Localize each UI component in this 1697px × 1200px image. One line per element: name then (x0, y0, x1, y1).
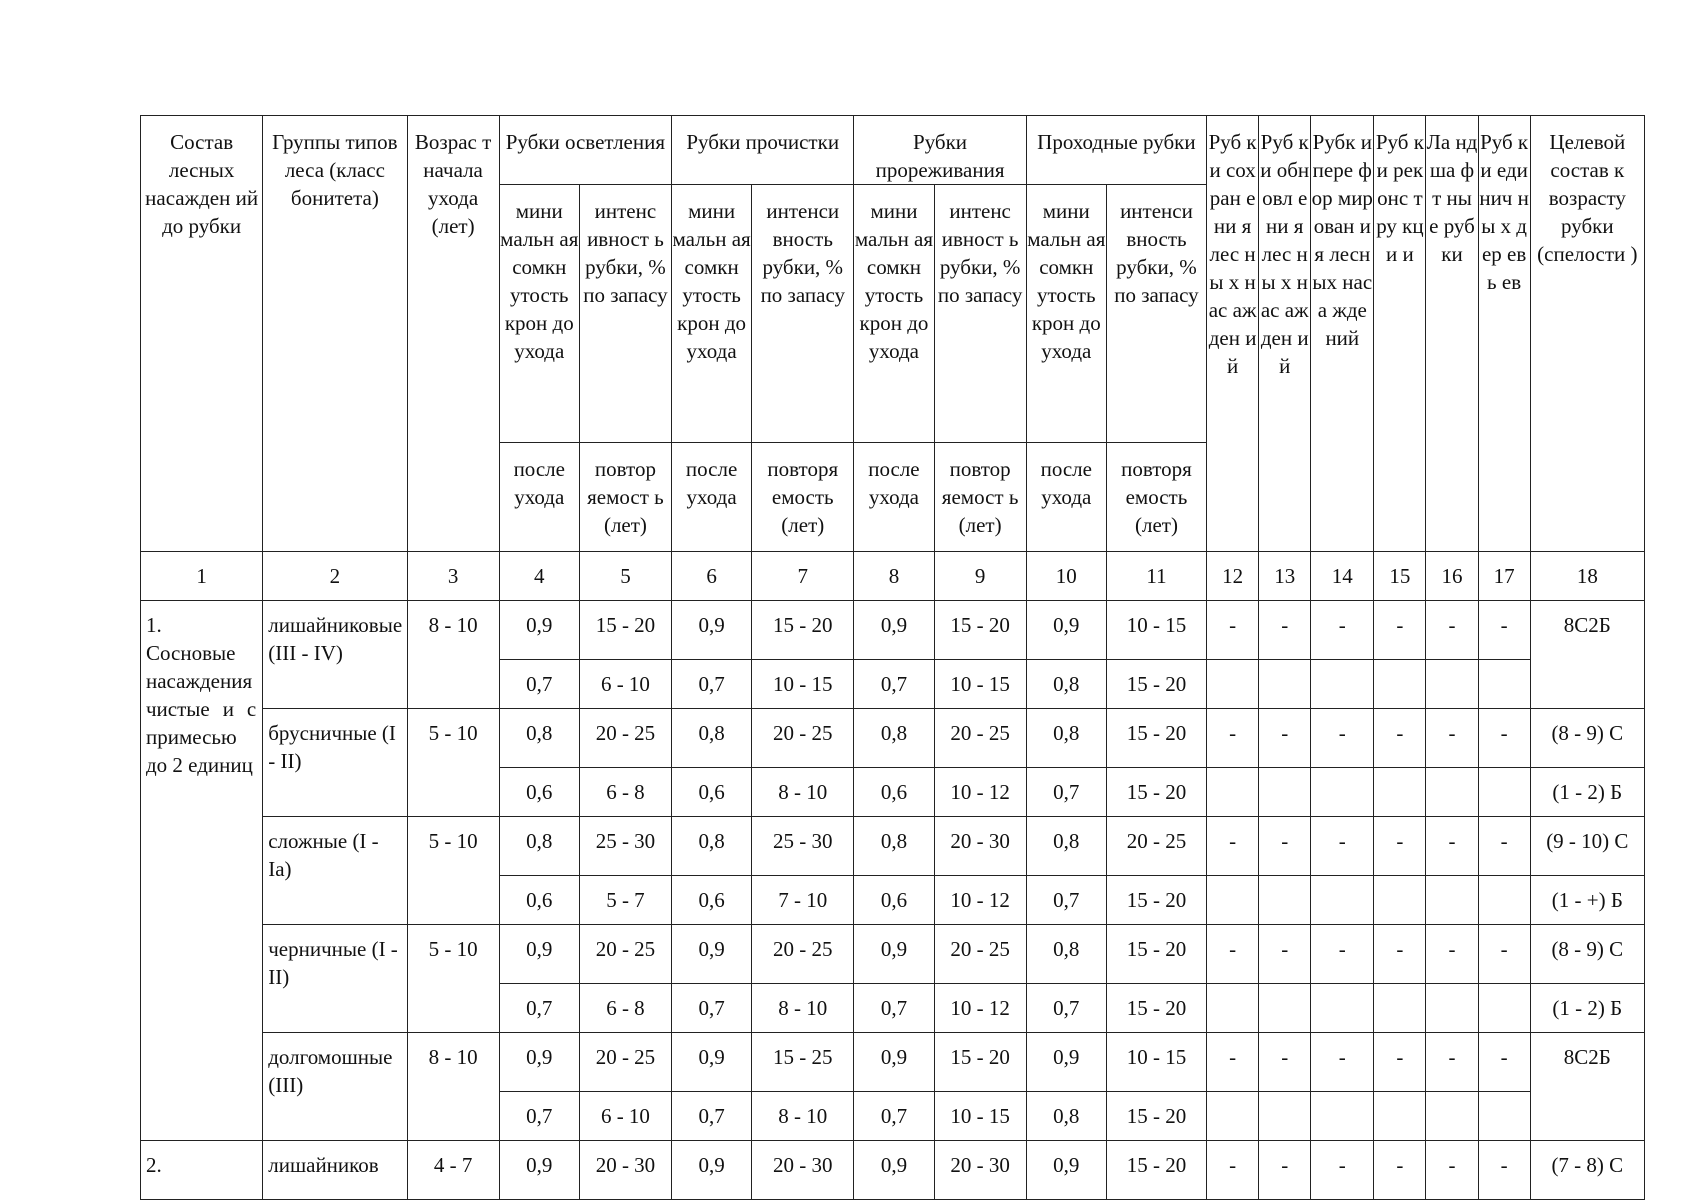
value-cell: 15 - 20 (1106, 925, 1206, 984)
value-cell: 6 - 8 (579, 984, 671, 1033)
value-cell: 0,9 (1026, 601, 1106, 660)
dash-cell: - (1311, 1141, 1374, 1200)
column-number: 12 (1207, 552, 1259, 601)
dash-cell: - (1207, 709, 1259, 768)
header-landscape-cuts: Ла нд ша фт ны е руб ки (1426, 116, 1478, 552)
value-cell: 0,9 (1026, 1033, 1106, 1092)
column-number: 15 (1374, 552, 1426, 601)
dash-cell: - (1207, 817, 1259, 876)
dash-cell: - (1426, 601, 1478, 660)
value-cell: 10 - 12 (934, 768, 1026, 817)
empty-cell (1311, 660, 1374, 709)
value-cell: 0,6 (672, 876, 752, 925)
value-cell: 25 - 30 (752, 817, 854, 876)
table-row (141, 1033, 1645, 1092)
dash-cell: - (1207, 601, 1259, 660)
value-cell: 0,8 (1026, 925, 1106, 984)
dash-cell: - (1478, 925, 1530, 984)
column-number: 13 (1259, 552, 1311, 601)
value-cell: 0,9 (854, 925, 934, 984)
header-min-density: мини мальн ая сомкн утость крон до ухода (1026, 185, 1106, 443)
dash-cell: - (1374, 601, 1426, 660)
dash-cell: - (1478, 1033, 1530, 1092)
table-row (141, 925, 1645, 984)
column-number: 6 (672, 552, 752, 601)
value-cell: 20 - 25 (579, 925, 671, 984)
value-cell: 7 - 10 (752, 876, 854, 925)
header-passage-cuts: Проходные рубки (1026, 116, 1206, 185)
header-thinning-cuts: Рубки прореживания (854, 116, 1026, 185)
header-renewal-cuts: Руб ки обн овл ени я лес ны х нас аж ден ий (1259, 116, 1311, 552)
header-single-tree-cuts: Руб ки еди нич ны х дер евь ев (1478, 116, 1530, 552)
dash-cell: - (1426, 817, 1478, 876)
dash-cell: - (1311, 817, 1374, 876)
empty-cell (1259, 1092, 1311, 1141)
empty-cell (1374, 876, 1426, 925)
column-number: 3 (407, 552, 499, 601)
dash-cell: - (1426, 925, 1478, 984)
value-cell: 0,7 (854, 984, 934, 1033)
header-preservation-cuts: Руб ки сох ран ени я лес ны х нас аж ден ий (1207, 116, 1259, 552)
forest-type-cell: сложные (I - Ia) (263, 817, 407, 925)
target-composition-cell: (1 - +) Б (1530, 876, 1644, 925)
empty-cell (1311, 876, 1374, 925)
dash-cell: - (1374, 709, 1426, 768)
header-repeatability: повторя емость (лет) (1106, 443, 1206, 552)
forest-type-cell: брусничные (I - II) (263, 709, 407, 817)
dash-cell: - (1374, 817, 1426, 876)
column-number: 7 (752, 552, 854, 601)
dash-cell: - (1207, 925, 1259, 984)
value-cell: 0,9 (1026, 1141, 1106, 1200)
target-composition-cell: (8 - 9) С (1530, 709, 1644, 768)
header-min-density: мини мальн ая сомкн утость крон до ухода (499, 185, 579, 443)
header-after-care: после ухода (854, 443, 934, 552)
column-number: 10 (1026, 552, 1106, 601)
empty-cell (1426, 660, 1478, 709)
target-composition-cell: (1 - 2) Б (1530, 768, 1644, 817)
value-cell: 15 - 20 (579, 601, 671, 660)
value-cell: 20 - 25 (579, 1033, 671, 1092)
value-cell: 10 - 15 (934, 1092, 1026, 1141)
empty-cell (1374, 984, 1426, 1033)
value-cell: 15 - 20 (752, 601, 854, 660)
value-cell: 8 - 10 (752, 984, 854, 1033)
dash-cell: - (1259, 601, 1311, 660)
column-number: 5 (579, 552, 671, 601)
empty-cell (1478, 984, 1530, 1033)
start-age-cell: 8 - 10 (407, 1033, 499, 1141)
empty-cell (1207, 984, 1259, 1033)
column-number: 1 (141, 552, 263, 601)
dash-cell: - (1478, 817, 1530, 876)
start-age-cell: 5 - 10 (407, 925, 499, 1033)
dash-cell: - (1259, 1033, 1311, 1092)
empty-cell (1259, 876, 1311, 925)
target-composition-cell: (9 - 10) С (1530, 817, 1644, 876)
target-composition-cell: 8С2Б (1530, 601, 1644, 709)
value-cell: 6 - 10 (579, 660, 671, 709)
dash-cell: - (1478, 601, 1530, 660)
table-row (141, 817, 1645, 876)
dash-cell: - (1259, 1141, 1311, 1200)
header-intensity: интенс ивност ь рубки, % по запасу (579, 185, 671, 443)
dash-cell: - (1207, 1033, 1259, 1092)
value-cell: 0,9 (854, 1033, 934, 1092)
dash-cell: - (1426, 1033, 1478, 1092)
value-cell: 6 - 10 (579, 1092, 671, 1141)
value-cell: 0,9 (672, 925, 752, 984)
empty-cell (1207, 876, 1259, 925)
value-cell: 10 - 12 (934, 876, 1026, 925)
value-cell: 20 - 25 (934, 925, 1026, 984)
empty-cell (1311, 768, 1374, 817)
value-cell: 0,8 (672, 817, 752, 876)
value-cell: 20 - 30 (934, 1141, 1026, 1200)
value-cell: 0,6 (672, 768, 752, 817)
column-number: 17 (1478, 552, 1530, 601)
header-after-care: после ухода (499, 443, 579, 552)
header-intensity: интенси вность рубки, % по запасу (752, 185, 854, 443)
empty-cell (1478, 1092, 1530, 1141)
start-age-cell: 8 - 10 (407, 601, 499, 709)
value-cell: 0,7 (499, 984, 579, 1033)
value-cell: 0,8 (672, 709, 752, 768)
value-cell: 10 - 15 (934, 660, 1026, 709)
dash-cell: - (1478, 709, 1530, 768)
target-composition-cell: (7 - 8) С (1530, 1141, 1644, 1200)
empty-cell (1374, 660, 1426, 709)
value-cell: 0,8 (1026, 709, 1106, 768)
header-after-care: после ухода (1026, 443, 1106, 552)
value-cell: 20 - 25 (1106, 817, 1206, 876)
value-cell: 0,7 (672, 660, 752, 709)
composition-cell: 2. (141, 1141, 263, 1200)
value-cell: 8 - 10 (752, 768, 854, 817)
value-cell: 0,7 (1026, 876, 1106, 925)
target-composition-cell: (1 - 2) Б (1530, 984, 1644, 1033)
header-forest-types: Группы типов леса (класс бонитета) (263, 116, 407, 552)
value-cell: 0,7 (499, 660, 579, 709)
value-cell: 25 - 30 (579, 817, 671, 876)
header-clearing-cuts: Рубки осветления (499, 116, 671, 185)
header-min-density: мини мальн ая сомкн утость крон до ухода (672, 185, 752, 443)
header-repeatability: повтор яемост ь (лет) (934, 443, 1026, 552)
header-intensity: интенс ивност ь рубки, % по запасу (934, 185, 1026, 443)
value-cell: 0,8 (854, 709, 934, 768)
empty-cell (1478, 660, 1530, 709)
empty-cell (1374, 768, 1426, 817)
dash-cell: - (1426, 1141, 1478, 1200)
value-cell: 10 - 12 (934, 984, 1026, 1033)
value-cell: 15 - 20 (1106, 1092, 1206, 1141)
value-cell: 8 - 10 (752, 1092, 854, 1141)
value-cell: 0,9 (672, 1141, 752, 1200)
column-number: 18 (1530, 552, 1644, 601)
value-cell: 0,7 (672, 984, 752, 1033)
value-cell: 10 - 15 (1106, 601, 1206, 660)
value-cell: 15 - 20 (934, 601, 1026, 660)
value-cell: 15 - 20 (1106, 1141, 1206, 1200)
forest-type-cell: лишайников (263, 1141, 407, 1200)
dash-cell: - (1311, 709, 1374, 768)
column-number: 11 (1106, 552, 1206, 601)
empty-cell (1426, 768, 1478, 817)
value-cell: 20 - 25 (752, 925, 854, 984)
column-number-row (141, 552, 1645, 601)
value-cell: 0,9 (499, 1033, 579, 1092)
value-cell: 0,7 (672, 1092, 752, 1141)
value-cell: 0,8 (1026, 817, 1106, 876)
value-cell: 0,6 (854, 768, 934, 817)
value-cell: 20 - 25 (579, 709, 671, 768)
value-cell: 15 - 20 (1106, 768, 1206, 817)
header-cleaning-cuts: Рубки прочистки (672, 116, 854, 185)
value-cell: 0,9 (499, 601, 579, 660)
target-composition-cell: (8 - 9) С (1530, 925, 1644, 984)
dash-cell: - (1374, 1033, 1426, 1092)
value-cell: 0,8 (499, 817, 579, 876)
value-cell: 0,6 (499, 768, 579, 817)
empty-cell (1207, 660, 1259, 709)
value-cell: 0,8 (1026, 660, 1106, 709)
value-cell: 20 - 30 (934, 817, 1026, 876)
header-reformation-cuts: Рубк и пере фор мир ован ия лесн ых наса жде ний (1311, 116, 1374, 552)
dash-cell: - (1259, 925, 1311, 984)
empty-cell (1311, 1092, 1374, 1141)
value-cell: 10 - 15 (752, 660, 854, 709)
value-cell: 0,9 (499, 1141, 579, 1200)
empty-cell (1259, 660, 1311, 709)
header-composition: Состав лесных насажден ий до рубки (141, 116, 263, 552)
start-age-cell: 4 - 7 (407, 1141, 499, 1200)
table-row (141, 1141, 1645, 1200)
value-cell: 0,7 (1026, 984, 1106, 1033)
dash-cell: - (1374, 1141, 1426, 1200)
empty-cell (1426, 1092, 1478, 1141)
value-cell: 0,6 (499, 876, 579, 925)
value-cell: 0,8 (499, 709, 579, 768)
dash-cell: - (1426, 709, 1478, 768)
value-cell: 15 - 20 (1106, 660, 1206, 709)
empty-cell (1374, 1092, 1426, 1141)
empty-cell (1426, 876, 1478, 925)
value-cell: 0,9 (854, 601, 934, 660)
value-cell: 0,8 (1026, 1092, 1106, 1141)
empty-cell (1478, 768, 1530, 817)
value-cell: 20 - 30 (752, 1141, 854, 1200)
dash-cell: - (1311, 925, 1374, 984)
dash-cell: - (1478, 1141, 1530, 1200)
value-cell: 0,9 (854, 1141, 934, 1200)
value-cell: 15 - 20 (1106, 984, 1206, 1033)
table-row (141, 601, 1645, 660)
value-cell: 15 - 20 (1106, 709, 1206, 768)
value-cell: 0,7 (499, 1092, 579, 1141)
header-repeatability: повтор яемост ь (лет) (579, 443, 671, 552)
dash-cell: - (1374, 925, 1426, 984)
header-after-care: после ухода (672, 443, 752, 552)
empty-cell (1259, 768, 1311, 817)
forest-type-cell: долгомошные (III) (263, 1033, 407, 1141)
empty-cell (1478, 876, 1530, 925)
value-cell: 15 - 20 (934, 1033, 1026, 1092)
dash-cell: - (1311, 601, 1374, 660)
header-reconstruction-cuts: Руб ки рек онс тру кци и (1374, 116, 1426, 552)
value-cell: 0,7 (1026, 768, 1106, 817)
dash-cell: - (1259, 709, 1311, 768)
empty-cell (1311, 984, 1374, 1033)
forest-type-cell: лишайниковые (III - IV) (263, 601, 407, 709)
header-min-density: мини мальн ая сомкн утость крон до ухода (854, 185, 934, 443)
value-cell: 5 - 7 (579, 876, 671, 925)
value-cell: 20 - 25 (934, 709, 1026, 768)
value-cell: 0,9 (672, 601, 752, 660)
column-number: 8 (854, 552, 934, 601)
column-number: 14 (1311, 552, 1374, 601)
value-cell: 0,8 (854, 817, 934, 876)
empty-cell (1259, 984, 1311, 1033)
composition-cell: 1. Сосновые насаждения чистые и с примесью до 2 единиц (141, 601, 263, 1141)
column-number: 16 (1426, 552, 1478, 601)
value-cell: 0,7 (854, 660, 934, 709)
forest-type-cell: черничные (I - II) (263, 925, 407, 1033)
value-cell: 15 - 25 (752, 1033, 854, 1092)
table-row (141, 709, 1645, 768)
value-cell: 20 - 30 (579, 1141, 671, 1200)
value-cell: 0,9 (499, 925, 579, 984)
column-number: 4 (499, 552, 579, 601)
value-cell: 15 - 20 (1106, 876, 1206, 925)
start-age-cell: 5 - 10 (407, 817, 499, 925)
forest-care-table (140, 115, 1645, 1200)
empty-cell (1426, 984, 1478, 1033)
start-age-cell: 5 - 10 (407, 709, 499, 817)
value-cell: 10 - 15 (1106, 1033, 1206, 1092)
empty-cell (1207, 1092, 1259, 1141)
header-repeatability: повторя емость (лет) (752, 443, 854, 552)
value-cell: 0,9 (672, 1033, 752, 1092)
header-start-age: Возрас т начала ухода (лет) (407, 116, 499, 552)
column-number: 9 (934, 552, 1026, 601)
value-cell: 6 - 8 (579, 768, 671, 817)
header-target-composition: Целевой состав к возрасту рубки (спелости ) (1530, 116, 1644, 552)
value-cell: 0,6 (854, 876, 934, 925)
target-composition-cell: 8С2Б (1530, 1033, 1644, 1141)
column-number: 2 (263, 552, 407, 601)
empty-cell (1207, 768, 1259, 817)
header-intensity: интенси вность рубки, % по запасу (1106, 185, 1206, 443)
value-cell: 0,7 (854, 1092, 934, 1141)
dash-cell: - (1207, 1141, 1259, 1200)
value-cell: 20 - 25 (752, 709, 854, 768)
dash-cell: - (1311, 1033, 1374, 1092)
dash-cell: - (1259, 817, 1311, 876)
